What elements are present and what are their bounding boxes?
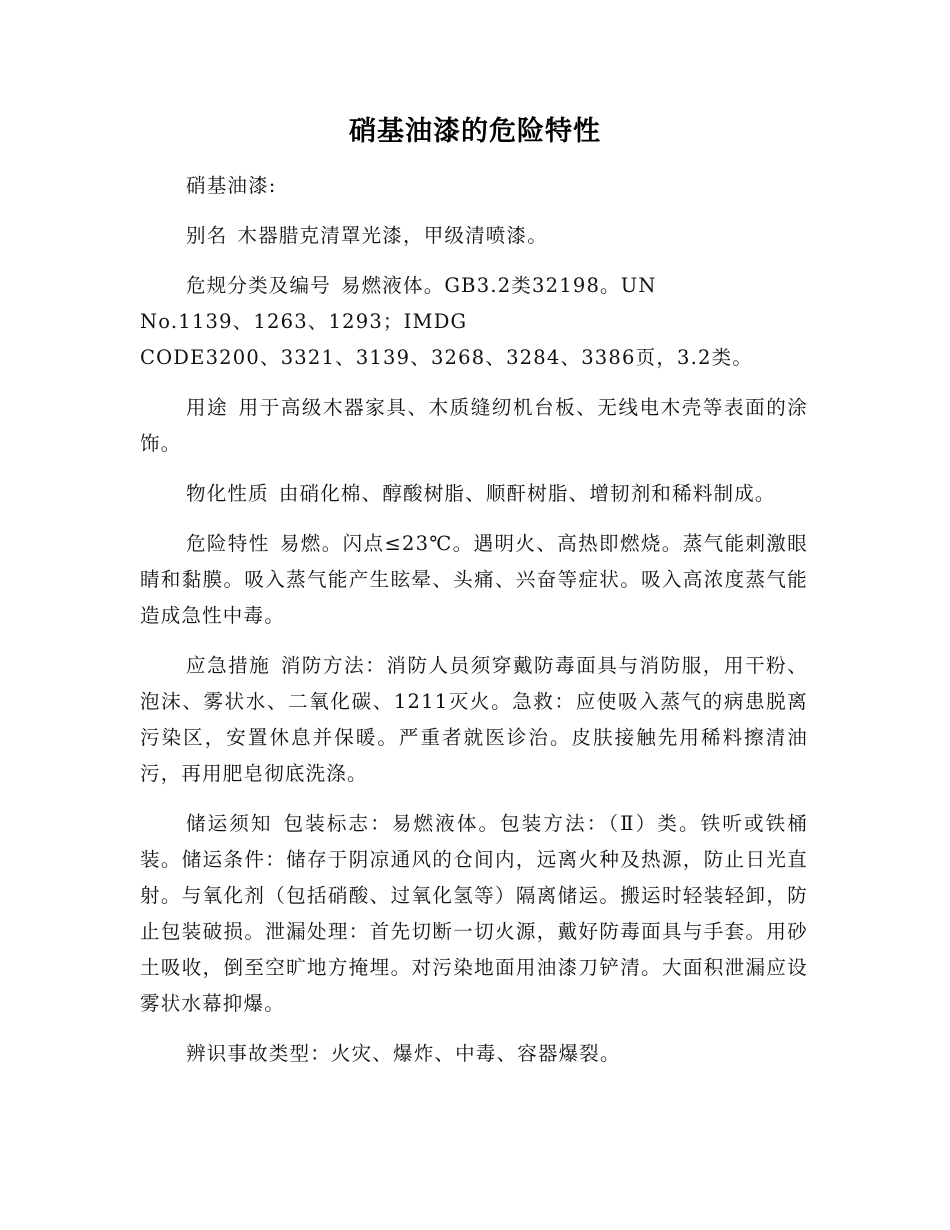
usage-label: 用途 <box>186 396 229 419</box>
properties-paragraph <box>140 476 808 512</box>
storage-text: 包装标志：易燃液体。包装方法：（Ⅱ）类。铁听或铁桶装。储运条件：储存于阴凉通风的仓间内，远离火种及热源，防止日光直射。与氧化剂（包括硝酸、过氧化氢等）隔离储运。搬运时轻装轻卸，防止包装破损。泄漏处理：首先切断一切火源，戴好防毒面具与手套。用砂土吸收，倒至空旷地方掩埋。对污染地面用油漆刀铲清。大面积泄漏应设雾状水幕抑爆。 <box>140 812 808 1015</box>
classification-line-2: No.1139、1263、1293；IMDG <box>140 310 468 333</box>
emergency-label: 应急措施 <box>186 654 271 677</box>
alias-paragraph <box>140 218 808 254</box>
intro-paragraph <box>140 168 808 204</box>
alias-label: 别名 <box>186 224 228 247</box>
accident-types-text: 辨识事故类型：火灾、爆炸、中毒、容器爆裂。 <box>186 1042 621 1065</box>
classification-line-1 <box>140 268 808 304</box>
emergency-paragraph <box>140 648 808 792</box>
usage-text: 用于高级木器家具、木质缝纫机台板、无线电木壳等表面的涂饰。 <box>140 396 809 455</box>
classification-paragraph <box>140 268 808 376</box>
intro-text: 硝基油漆: <box>186 174 277 197</box>
page-title: 硝基油漆的危险特性 <box>349 116 601 147</box>
hazard-text: 易燃。闪点≤23℃。遇明火、高热即燃烧。蒸气能刺激眼睛和黏膜。吸入蒸气能产生眩晕、头痛、兴奋等症状。吸入高浓度蒸气能造成急性中毒。 <box>140 532 808 627</box>
usage-paragraph <box>140 390 808 462</box>
document-body <box>140 168 808 1086</box>
classification-text-1: 易燃液体。GB3.2类32198。UN <box>340 274 657 297</box>
properties-text: 由硝化棉、醇酸树脂、顺酐树脂、增韧剂和稀料制成。 <box>278 482 776 505</box>
storage-paragraph <box>140 806 808 1022</box>
alias-text: 木器腊克清罩光漆，甲级清喷漆。 <box>237 224 548 247</box>
accident-types-paragraph <box>140 1036 808 1072</box>
storage-label: 储运须知 <box>186 812 273 835</box>
emergency-text: 消防方法：消防人员须穿戴防毒面具与消防服，用干粉、泡沫、雾状水、二氧化碳、1211灭火。急救：应使吸入蒸气的病患脱离污染区，安置休息并保暖。严重者就医诊治。皮肤接触先用稀料擦清油污，再用肥皂彻底洗涤。 <box>140 654 808 785</box>
classification-line-3: CODE3200、3321、3139、3268、3284、3386页，3.2类。 <box>140 346 754 369</box>
properties-label: 物化性质 <box>186 482 269 505</box>
hazard-paragraph <box>140 526 808 634</box>
classification-label: 危规分类及编号 <box>186 274 331 297</box>
hazard-label: 危险特性 <box>186 532 270 555</box>
